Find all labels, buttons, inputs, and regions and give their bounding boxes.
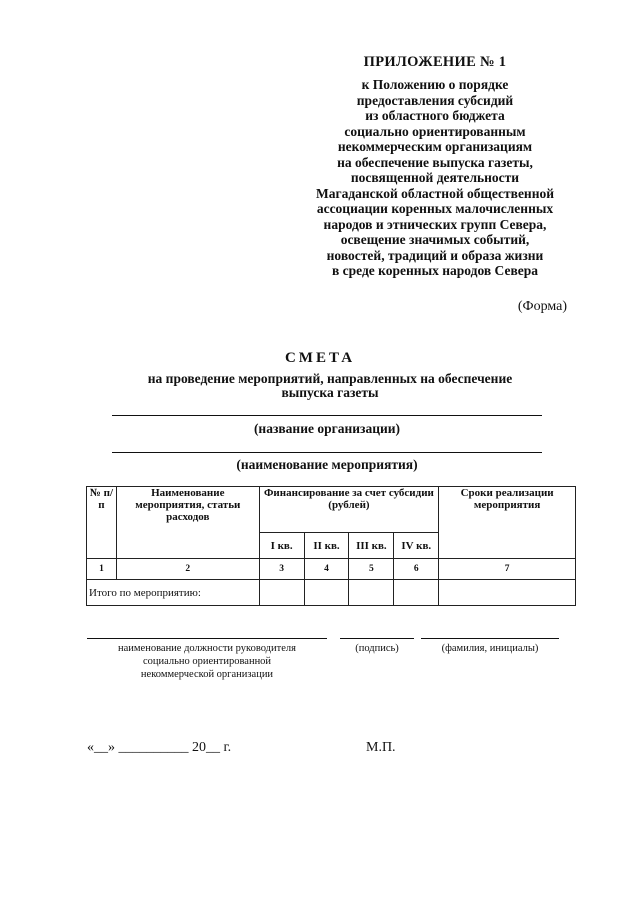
organization-name-line[interactable]: [112, 415, 542, 416]
position-caption-line: социально ориентированной: [142, 656, 272, 667]
appendix-line: к Положению о порядке: [361, 77, 509, 92]
total-cell-q3[interactable]: [349, 580, 394, 606]
total-cell-q1[interactable]: [259, 580, 304, 606]
column-number: 3: [259, 559, 304, 580]
appendix-line: новостей, традиций и образа жизни: [326, 247, 544, 263]
appendix-line: в среде коренных народов Севера: [331, 263, 538, 278]
header-finance: Финансирование за счет субсидии (рублей): [259, 487, 439, 533]
event-name-caption: (наименование мероприятия): [236, 457, 418, 472]
header-deadline: Сроки реализации мероприятия: [439, 487, 576, 559]
header-quarter-2: II кв.: [304, 533, 349, 559]
position-signature-line[interactable]: [87, 638, 327, 639]
column-number: 4: [304, 559, 349, 580]
appendix-line: некоммерческим организациям: [337, 139, 533, 154]
appendix-line: посвященной деятельности: [350, 170, 520, 185]
estimate-table: [86, 486, 576, 606]
total-cell-deadline[interactable]: [439, 580, 576, 606]
appendix-line: народов и этнических групп Севера,: [323, 216, 547, 232]
position-caption-line: наименование должности руководителя: [118, 643, 296, 654]
appendix-line: Магаданской областной общественной: [315, 185, 555, 201]
total-cell-q2[interactable]: [304, 580, 349, 606]
header-num: № п/п: [87, 487, 117, 559]
smeta-title: СМЕТА: [284, 350, 356, 366]
position-caption: [87, 642, 327, 681]
smeta-subtitle-line: на проведение мероприятий, направленных на обеспечение: [147, 371, 513, 386]
table-header-row: [87, 487, 576, 533]
header-name: Наименование мероприятия, статьи расходов: [116, 487, 259, 559]
appendix-line: на обеспечение выпуска газеты,: [337, 154, 533, 170]
table-column-number-row: [87, 559, 576, 580]
smeta-subtitle: [100, 372, 560, 400]
header-quarter-3: III кв.: [349, 533, 394, 559]
appendix-line: социально ориентированным: [344, 123, 526, 139]
appendix-line: из областного бюджета: [365, 108, 505, 123]
organization-name-caption: (название организации): [253, 421, 401, 436]
total-label: Итого по мероприятию:: [87, 580, 260, 606]
full-name-caption: (фамилия, инициалы): [441, 643, 539, 654]
appendix-block: [300, 54, 570, 279]
event-name-line[interactable]: [112, 452, 542, 453]
appendix-line: освещение значимых событий,: [340, 232, 530, 247]
full-name-line[interactable]: [421, 638, 559, 639]
appendix-line: предоставления субсидий: [356, 92, 514, 108]
position-caption-line: некоммерческой организации: [140, 669, 274, 680]
form-label: (Форма): [517, 299, 567, 314]
signature-line[interactable]: [340, 638, 414, 639]
table-total-row: [87, 580, 576, 606]
column-number: 7: [439, 559, 576, 580]
smeta-subtitle-line: выпуска газеты: [281, 385, 379, 400]
column-number: 6: [394, 559, 439, 580]
header-quarter-4: IV кв.: [394, 533, 439, 559]
appendix-line: ассоциации коренных малочисленных: [316, 201, 554, 216]
stamp-label: М.П.: [366, 740, 396, 755]
total-cell-q4[interactable]: [394, 580, 439, 606]
header-quarter-1: I кв.: [259, 533, 304, 559]
column-number: 1: [87, 559, 117, 580]
column-number: 2: [116, 559, 259, 580]
appendix-title: ПРИЛОЖЕНИЕ № 1: [363, 54, 507, 70]
column-number: 5: [349, 559, 394, 580]
signature-caption: (подпись): [355, 643, 399, 654]
date-line[interactable]: «__» __________ 20__ г.: [87, 740, 232, 755]
